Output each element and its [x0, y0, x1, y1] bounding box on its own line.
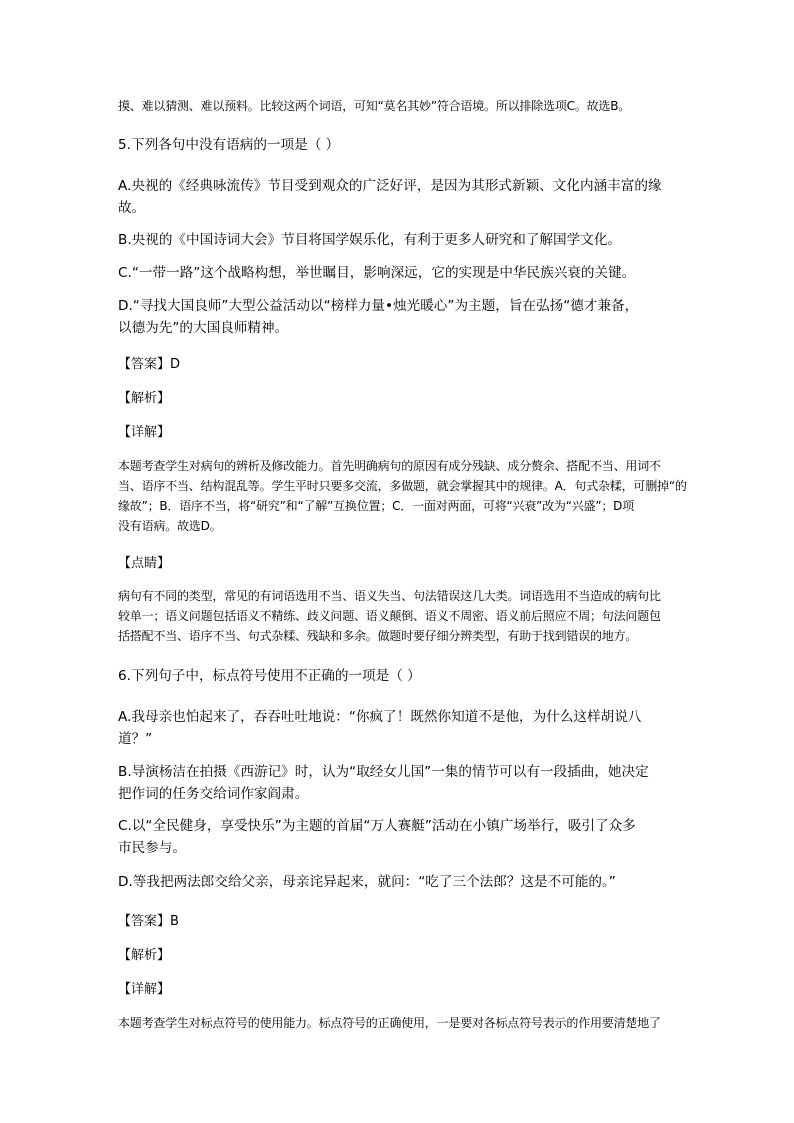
question-5-option-d: [118, 295, 678, 339]
question-6-option-b: [118, 761, 678, 805]
option-d-line-2: 以德为先”的大国良师精神。: [118, 320, 289, 336]
detail-line-2: 当、语序不当、结构混乱等。学生平时只要多交流，多做题，就会掌握其中的规律。A．句式杂糅，可删掉“的: [118, 479, 687, 493]
question-6-detail-label: 【详解】: [118, 982, 171, 997]
detail-line-1: 本题考查学生对病句的辨析及修改能力。首先明确病句的原因有成分残缺、成分赘余、搭配不当、用词不: [118, 459, 661, 473]
question-5-detail-text: [118, 456, 687, 536]
option-a-line-2: 故。: [118, 200, 146, 216]
question-6-option-d: D.等我把两法郎交给父亲，母亲诧异起来，就问：“吃了三个法郎？这是不可能的。”: [118, 874, 616, 890]
q6-option-c-line-1: C.以“全民健身，享受快乐”为主题的首届“万人赛艇”活动在小镇广场举行，吸引了众多: [118, 818, 636, 834]
q6-option-a-line-1: A.我母亲也怕起来了，吞吞吐吐地说：“你疯了！既然你知道不是他，为什么这样胡说八: [118, 709, 642, 725]
question-5-option-b: B.央视的《中国诗词大会》节目将国学娱乐化，有利于更多人研究和了解国学文化。: [118, 232, 622, 248]
question-6-detail-text: [118, 1013, 678, 1033]
q6-detail-line-1: 本题考查学生对标点符号的使用能力。标点符号的正确使用，一是要对各标点符号表示的作用要清楚地了: [118, 1016, 661, 1030]
q6-option-a-line-2: 道？”: [118, 731, 153, 747]
question-5-option-c: C.“一带一路”这个战略构想，举世瞩目，影响深远，它的实现是中华民族兴衰的关键。: [118, 265, 636, 281]
question-5-analysis-label: 【解析】: [118, 391, 171, 406]
question-5-stem: 5.下列各句中没有语病的一项是（ ）: [118, 137, 340, 153]
question-6-option-a: [118, 706, 678, 750]
question-5-detail-label: 【详解】: [118, 425, 171, 440]
detail-line-4: 没有语病。故选D。: [118, 519, 222, 533]
question-5-tip-text: [118, 586, 678, 646]
tip-line-2: 较单一；语义问题包括语义不精练、歧义问题、语义颠倒、语义不周密、语义前后照应不周；句法问题包: [118, 609, 661, 623]
q6-option-b-line-1: B.导演杨洁在拍摄《西游记》时，认为“取经女儿国”一集的情节可以有一段插曲，她决定: [118, 764, 649, 780]
question-6-analysis-label: 【解析】: [118, 948, 171, 963]
question-6-answer: 【答案】B: [118, 914, 179, 929]
q6-option-b-line-2: 把作词的任务交给词作家阎肃。: [118, 786, 309, 802]
question-5-option-a: [118, 175, 678, 219]
question-5-tip-label: 【点睛】: [118, 556, 171, 571]
intro-text: 摸、难以猜测、难以预料。比较这两个词语，可知“莫名其妙”符合语境。所以排除选项C。故选B。: [118, 99, 631, 113]
q6-option-c-line-2: 市民参与。: [118, 840, 186, 856]
option-d-line-1: D.“寻找大国良师”大型公益活动以“榜样力量•烛光暖心”为主题，旨在弘扬“德才兼备，: [118, 298, 639, 314]
tip-line-1: 病句有不同的类型，常见的有词语选用不当、语义失当、句法错误这几大类。词语选用不当造成的病句比: [118, 589, 661, 603]
question-5-answer: 【答案】D: [118, 357, 181, 372]
question-6-stem: 6.下列句子中，标点符号使用不正确的一项是（ ）: [118, 668, 421, 684]
detail-line-3: 缘故”；B．语序不当，将“研究”和“了解”互换位置；C．一面对两面，可将“兴衰”改为“兴盛”；D项: [118, 499, 635, 513]
question-6-option-c: [118, 815, 678, 859]
tip-line-3: 括搭配不当、语序不当、句式杂糅、残缺和多余。做题时要仔细分辨类型，有助于找到错误的地方。: [118, 629, 638, 643]
option-a-line-1: A.央视的《经典咏流传》节目受到观众的广泛好评，是因为其形式新颖、文化内涵丰富的缘: [118, 178, 662, 194]
